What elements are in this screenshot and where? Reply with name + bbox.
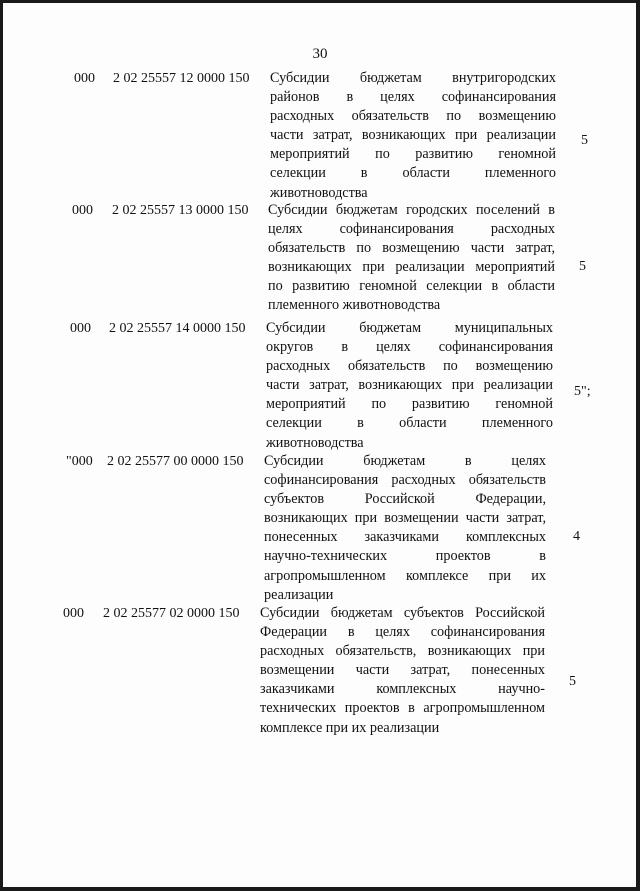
description-line: животноводства [266, 434, 364, 451]
admin-code: 000 [63, 606, 84, 621]
description-line: округов в целях софинансирования [266, 339, 553, 356]
description-line: расходных обязательств, возникающих при [260, 643, 545, 660]
description-line: части затрат, возникающих при реализации [270, 127, 556, 144]
budget-classification-code: 2 02 25557 14 0000 150 [109, 321, 246, 336]
description-line: Субсидии бюджетам в целях [264, 453, 546, 469]
row-description [266, 319, 553, 453]
description-line: научно-технических проектов в [264, 548, 546, 565]
description-line: Федерации в целях софинансирования [260, 624, 545, 641]
scan-edge-left [0, 0, 3, 891]
description-line: возникающих при возмещении части затрат, [264, 510, 546, 527]
description-line: мероприятий по развитию геномной [266, 396, 553, 413]
description-line: Субсидии бюджетам внутригородских [270, 70, 556, 86]
description-line: агропромышленном комплексе при их [264, 567, 546, 584]
admin-code: "000 [66, 454, 93, 469]
budget-classification-code: 2 02 25577 02 0000 150 [103, 606, 240, 621]
description-line: расходных обязательств по возмещению [266, 358, 553, 375]
description-line: обязательств по возмещению части затрат, [268, 240, 555, 257]
row-amount: 5 [581, 133, 588, 148]
admin-code: 000 [74, 71, 95, 86]
description-line: селекции в области племенного [270, 165, 556, 182]
row-amount: 5 [579, 259, 586, 274]
row-description [270, 69, 556, 203]
scan-edge-bottom [0, 887, 640, 891]
scan-edge-top [0, 0, 640, 3]
description-line: понесенных заказчиками комплексных [264, 529, 546, 546]
description-line: племенного животноводства [268, 297, 441, 314]
description-line: по развитию геномной селекции в области [268, 278, 555, 295]
description-line: реализации [264, 586, 334, 603]
description-line: Субсидии бюджетам субъектов Российской [260, 605, 545, 621]
description-line: софинансирования расходных обязательств [264, 472, 546, 489]
description-line: комплексе при их реализации [260, 719, 440, 736]
description-line: субъектов Российской Федерации, [264, 491, 546, 508]
row-amount: 5 [569, 674, 576, 689]
description-line: расходных обязательств по возмещению [270, 108, 556, 125]
description-line: мероприятий по развитию геномной [270, 146, 556, 163]
page-number: 30 [312, 46, 328, 62]
budget-classification-code: 2 02 25557 12 0000 150 [113, 71, 250, 86]
description-line: целях софинансирования расходных [268, 221, 555, 238]
budget-classification-code: 2 02 25577 00 0000 150 [107, 454, 244, 469]
row-description [268, 201, 555, 316]
description-line: возникающих при реализации мероприятий [268, 259, 555, 276]
description-line: селекции в области племенного [266, 415, 553, 432]
description-line: возмещении части затрат, понесенных [260, 662, 545, 679]
budget-classification-code: 2 02 25557 13 0000 150 [112, 203, 249, 218]
description-line: животноводства [270, 184, 368, 201]
description-line: части затрат, возникающих при реализации [266, 377, 553, 394]
description-line: заказчиками комплексных научно- [260, 681, 545, 698]
admin-code: 000 [70, 321, 91, 336]
scan-edge-right [636, 0, 640, 891]
row-description [260, 604, 545, 738]
description-line: Субсидии бюджетам городских поселений в [268, 202, 555, 218]
description-line: Субсидии бюджетам муниципальных [266, 320, 553, 336]
admin-code: 000 [72, 203, 93, 218]
row-amount: 4 [573, 529, 580, 544]
row-amount: 5"; [574, 384, 591, 399]
row-description [264, 452, 546, 605]
description-line: районов в целях софинансирования [270, 89, 556, 106]
description-line: технических проектов в агропромышленном [260, 700, 545, 717]
